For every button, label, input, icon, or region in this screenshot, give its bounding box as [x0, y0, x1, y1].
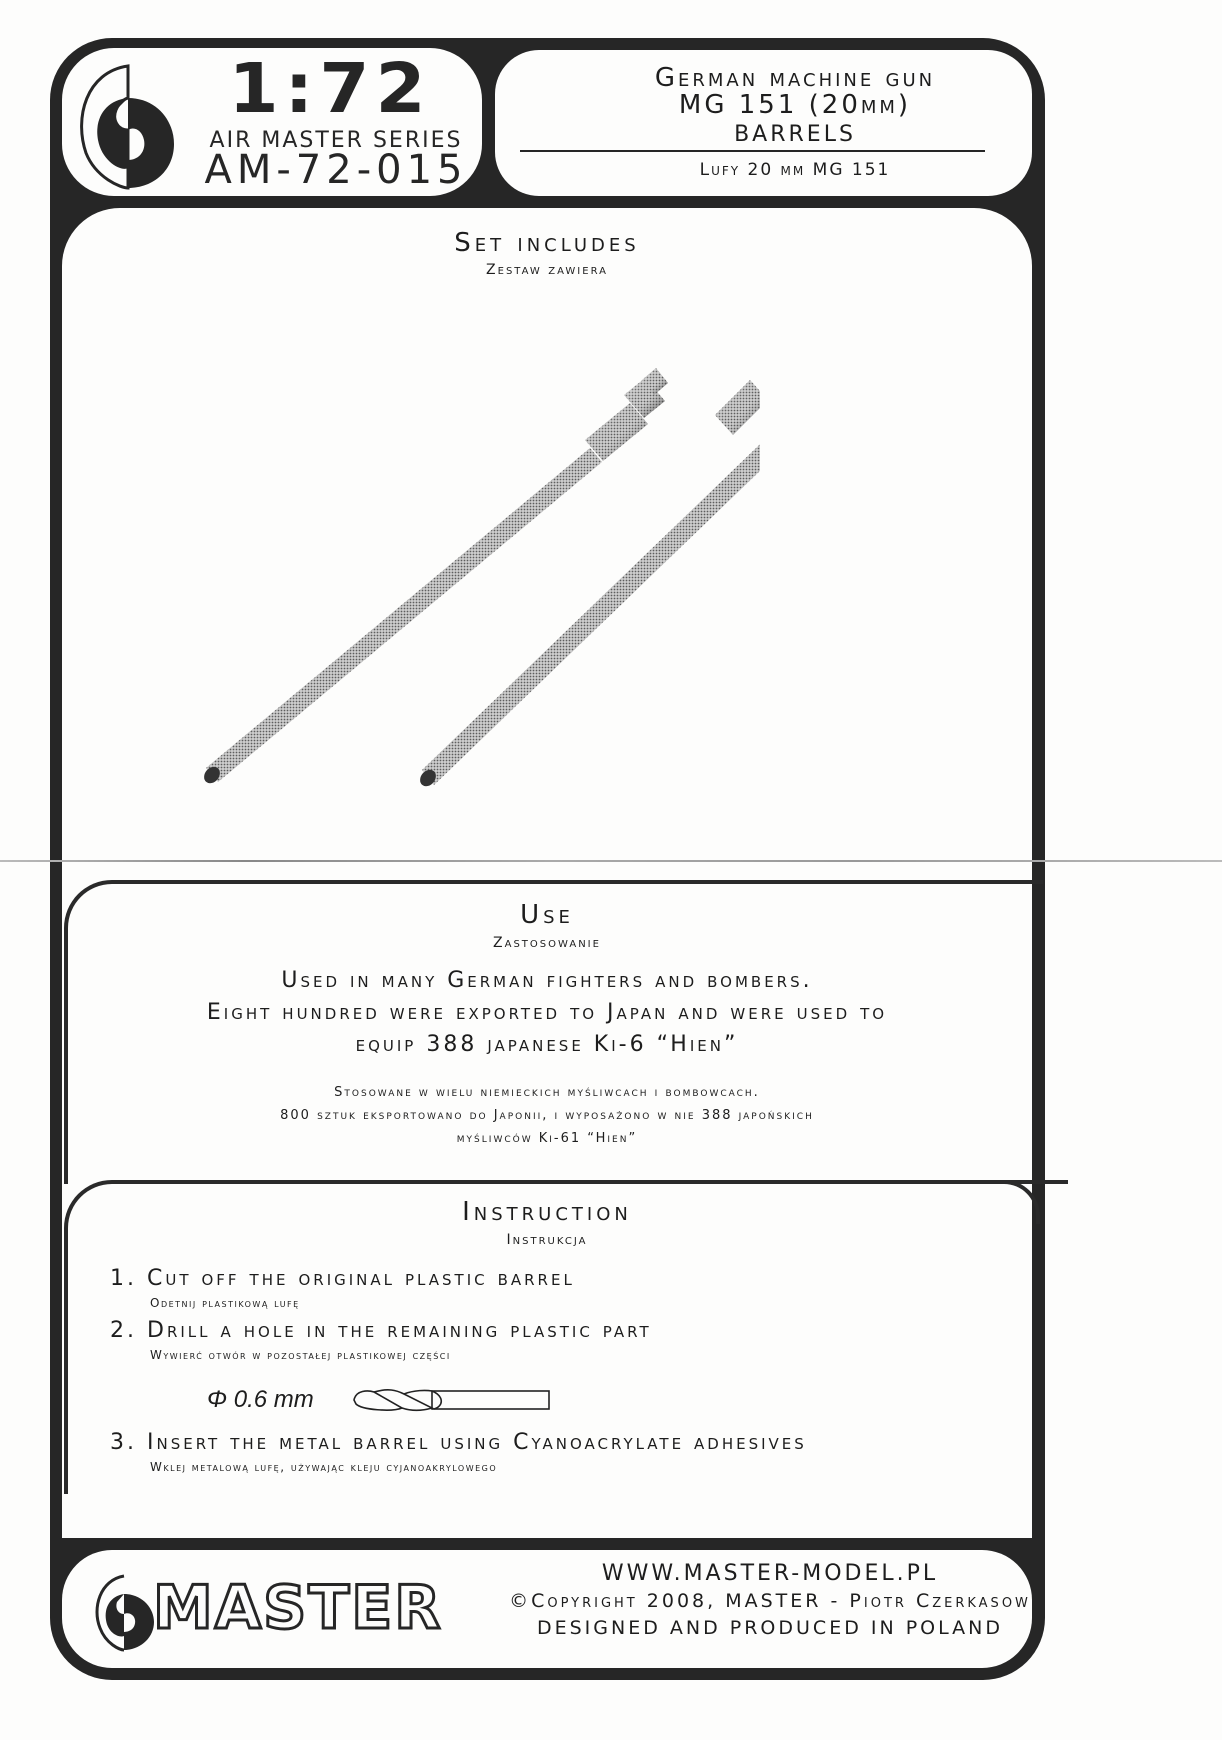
drill-bit-icon [352, 1388, 552, 1412]
step-text: Insert the metal barrel using Cyanoacrylate adhesives [147, 1430, 807, 1455]
step-number: 1. [110, 1266, 137, 1291]
use-text-line: equip 388 japanese Ki-6 “Hien” [355, 1032, 739, 1057]
scale-label: 1:72 [228, 48, 432, 128]
use-text-line-pl: Stosowane w wielu niemieckich myśliwcach i bombowcach. [334, 1085, 760, 1100]
set-includes-heading-pl: Zestaw zawiera [486, 262, 608, 278]
instruction-heading-pl: Instrukcja [506, 1232, 588, 1248]
footer-swirl-logo-icon [90, 1572, 160, 1652]
use-text-line: Used in many German fighters and bombers. [281, 968, 813, 993]
drill-size-label: Φ 0.6 mm [207, 1386, 314, 1413]
footer-url[interactable]: WWW.MASTER-MODEL.PL [601, 1561, 939, 1586]
footer-made-in: DESIGNED AND PRODUCED IN POLAND [536, 1617, 1003, 1639]
step-number: 2. [110, 1318, 137, 1343]
title-divider [520, 150, 985, 152]
series-name: AIR MASTER SERIES [209, 128, 463, 153]
master-swirl-logo-icon [66, 58, 196, 193]
footer-copyright: ©Copyright 2008, MASTER - Piotr Czerkasow [509, 1590, 1031, 1612]
master-brand-wordmark: MASTER [153, 1573, 443, 1643]
barrel-1-icon [201, 368, 668, 786]
use-heading: Use [520, 900, 574, 930]
product-title-polish: Lufy 20 mm MG 151 [699, 160, 891, 180]
use-text-line: Eight hundred were exported to Japan and were used to [206, 1000, 888, 1025]
product-title-line3: BARRELS [734, 122, 856, 147]
step-number: 3. [110, 1430, 137, 1455]
instruction-heading: Instruction [462, 1197, 632, 1227]
instruction-step-1-pl: Odetnij plastikową lufę [150, 1296, 300, 1310]
step-text: Drill a hole in the remaining plastic part [147, 1318, 652, 1343]
use-heading-pl: Zastosowanie [493, 935, 601, 951]
instruction-step-1 [110, 1266, 575, 1291]
product-title-line2: MG 151 (20mm) [678, 90, 912, 120]
use-text-line-pl: myśliwców Ki-61 “Hien” [456, 1131, 638, 1146]
step-text: Cut off the original plastic barrel [147, 1266, 575, 1291]
product-code: AM-72-015 [204, 147, 468, 193]
instruction-step-3-pl: Wklej metalową lufę, używając kleju cyjanoakrylowego [150, 1460, 498, 1474]
paper-fold-line [0, 860, 1222, 862]
use-text-line-pl: 800 sztuk eksportowano do Japonii, i wyposażono w nie 388 japońskich [280, 1108, 814, 1123]
instruction-step-2 [110, 1318, 652, 1343]
set-includes-heading: Set includes [454, 228, 640, 258]
instruction-step-2-pl: Wywierć otwór w pozostałej plastikowej części [150, 1348, 451, 1362]
product-title-line1: German machine gun [654, 63, 936, 93]
barrels-illustration [190, 340, 760, 790]
instruction-step-3 [110, 1430, 807, 1455]
